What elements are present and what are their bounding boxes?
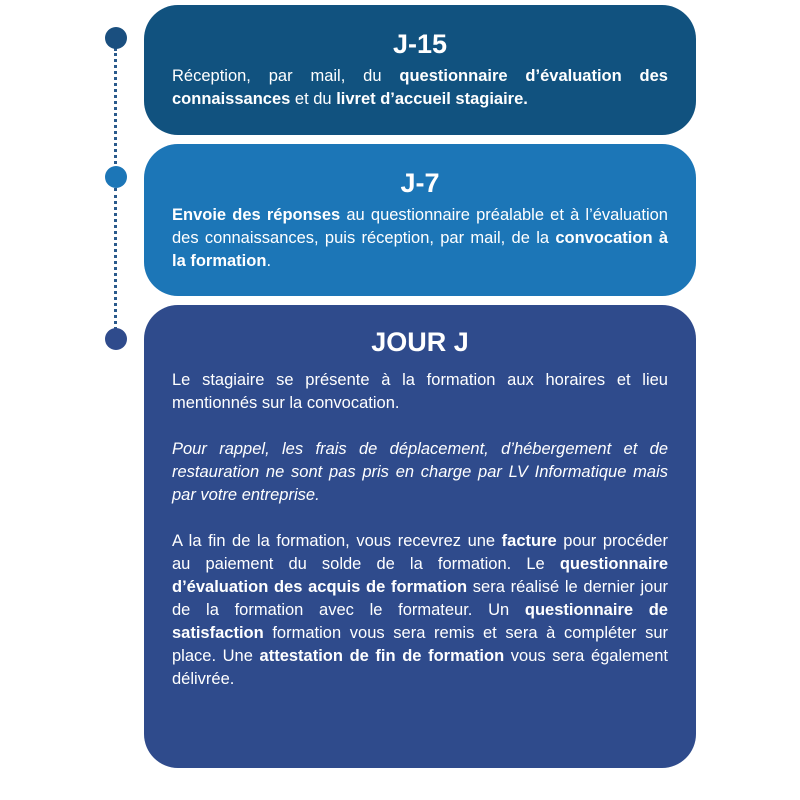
text-run: Pour rappel, les frais de déplacement, d’hébergement et de restauration ne sont pas pris en charge par LV Informatique mais par votre entreprise. <box>172 440 668 504</box>
text-run: Le stagiaire se présente à la formation aux horaires et lieu mentionnés sur la convocation. <box>172 371 668 412</box>
bold-text-run: questionnaire d’évaluation des connaissances <box>172 67 668 108</box>
timeline-dot-3 <box>105 328 127 350</box>
bold-text-run: facture <box>501 532 557 550</box>
text-run: au questionnaire préalable et à l’évaluation des connaissances, puis réception, par mail, de la <box>172 206 668 247</box>
timeline-dot-2 <box>105 166 127 188</box>
text-run: pour procéder au paiement du solde de la formation. Le <box>172 532 668 573</box>
timeline-connector-1 <box>114 48 117 170</box>
paragraph-spacer <box>172 415 668 438</box>
bold-text-run: Envoie des réponses <box>172 206 341 224</box>
text-run: vous sera également délivrée. <box>172 647 668 688</box>
text-run: A la fin de la formation, vous recevrez une <box>172 532 502 550</box>
paragraph-spacer <box>172 507 668 530</box>
step-body <box>172 369 668 691</box>
step-title: J-7 <box>400 168 440 198</box>
bold-text-run: convocation à la formation <box>172 229 668 270</box>
step-card-j7 <box>144 144 696 296</box>
bold-text-run: livret d’accueil stagiaire. <box>336 90 528 108</box>
text-run: Réception, par mail, du <box>172 67 400 85</box>
text-run: et du <box>290 90 337 108</box>
step-card-jour-j <box>144 305 696 768</box>
step-paragraph <box>172 369 668 415</box>
step-card-j15 <box>144 5 696 135</box>
step-paragraph <box>172 204 668 273</box>
text-run: formation vous sera remis et sera à compléter sur place. Une <box>172 624 668 665</box>
step-paragraph <box>172 530 668 691</box>
text-run: sera réalisé le dernier jour de la formation avec le formateur. Un <box>172 578 668 619</box>
bold-text-run: questionnaire de satisfaction <box>172 601 668 642</box>
timeline-dot-1 <box>105 27 127 49</box>
bold-text-run: attestation de fin de formation <box>259 647 505 665</box>
text-run: . <box>266 252 272 270</box>
step-body <box>172 65 668 111</box>
step-paragraph <box>172 438 668 507</box>
timeline-connector-2 <box>114 188 117 330</box>
bold-text-run: questionnaire d’évaluation des acquis de formation <box>172 555 668 596</box>
step-title: JOUR J <box>371 327 469 357</box>
step-body <box>172 204 668 273</box>
step-title: J-15 <box>392 29 448 59</box>
step-paragraph <box>172 65 668 111</box>
